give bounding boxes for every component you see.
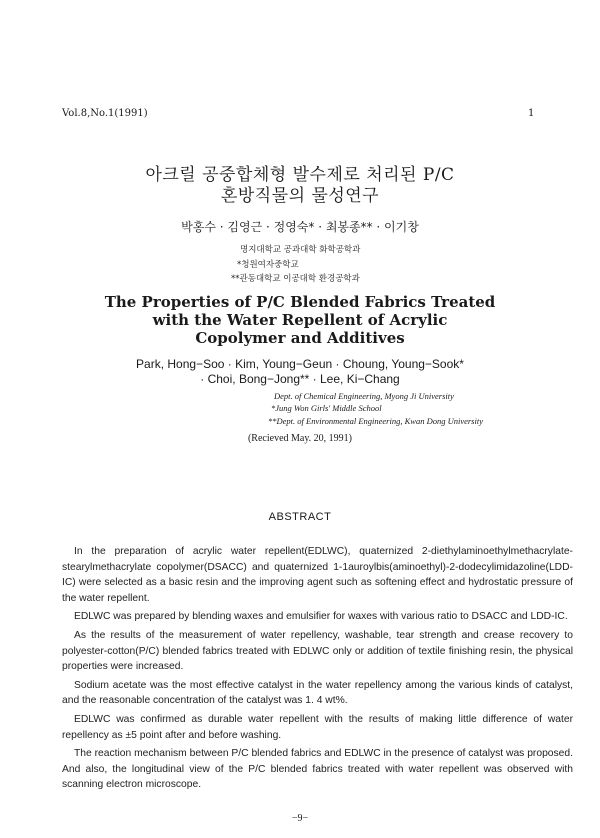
korean-authors: 박홍수 · 김영근 · 정영숙* · 최봉종** · 이기창 (181, 220, 419, 234)
footer-page-label: −9− (291, 813, 309, 824)
abstract-paragraph: As the results of the measurement of water repellency, washable, tear strength and crease recovery to polyester-cotton(P/C) blended fabrics treated with EDLWC only or addition of textile finishing resin, the physical properties were increased. (62, 629, 573, 673)
abstract-paragraph: The reaction mechanism between P/C blended fabrics and EDLWC in the presence of catalyst was proposed. And also, the longitudinal view of the P/C blended fabrics treated with water repellent was observed with scanning electron microscope. (62, 748, 573, 791)
journal-volume: Vol.8,No.1(1991) (62, 108, 148, 119)
english-affiliation: *Jung Won Girls' Middle School (271, 403, 382, 413)
english-title-line3: Copolymer and Additives (195, 329, 405, 347)
english-authors-line1: Park, Hong−Soo · Kim, Young−Geun · Choung, Young−Sook* (136, 357, 464, 371)
korean-title-line2: 혼방직물의 물성연구 (220, 186, 380, 206)
english-affiliation: **Dept. of Environmental Engineering, Kwan Dong University (268, 416, 483, 426)
korean-affiliation: 명지대학교 공과대학 화학공학과 (240, 245, 361, 255)
received-date: (Recieved May. 20, 1991) (247, 433, 353, 444)
korean-title-line1: 아크릴 공중합체형 발수제로 처리된 P/C (145, 165, 455, 185)
abstract-paragraph: EDLWC was confirmed as durable water repellent with the results of making little difference of water repellency as ±5 point after and before washing. (62, 713, 573, 741)
page-number: 1 (528, 108, 535, 119)
abstract-paragraph: EDLWC was prepared by blending waxes and emulsifier for waxes with various ratio to DSACC and LDD-IC. (74, 611, 568, 623)
english-authors-line2: · Choi, Bong−Jong** · Lee, Ki−Chang (200, 372, 400, 386)
abstract-paragraph: Sodium acetate was the most effective catalyst in the water repellency among the various kinds of catalyst, and the reasonable concentration of the catalyst was 1. 4 wt%. (62, 679, 573, 707)
abstract-body (62, 544, 573, 796)
korean-affiliation: **관동대학교 이공대학 환경공학과 (231, 274, 360, 284)
english-title-line2: with the Water Repellent of Acrylic (152, 311, 448, 329)
abstract-paragraph: In the preparation of acrylic water repellent(EDLWC), quaternized 2-diethylaminoethylmethacrylate-stearylmethacrylate copolymer(DSACC) and quaternized 1-1auroylbis(aminoethyl)-2-dodecylimidazoline(LDD-IC) were selected as a basic resin and the improving agent such as softening effect and hydrostatic pressure of the water repellent. (62, 546, 573, 604)
english-title-line1: The Properties of P/C Blended Fabrics Treated (104, 293, 496, 311)
english-affiliation: Dept. of Chemical Engineering, Myong Ji University (274, 391, 454, 401)
abstract-heading: ABSTRACT (268, 511, 332, 523)
korean-affiliation: *청원여자중학교 (237, 260, 299, 270)
